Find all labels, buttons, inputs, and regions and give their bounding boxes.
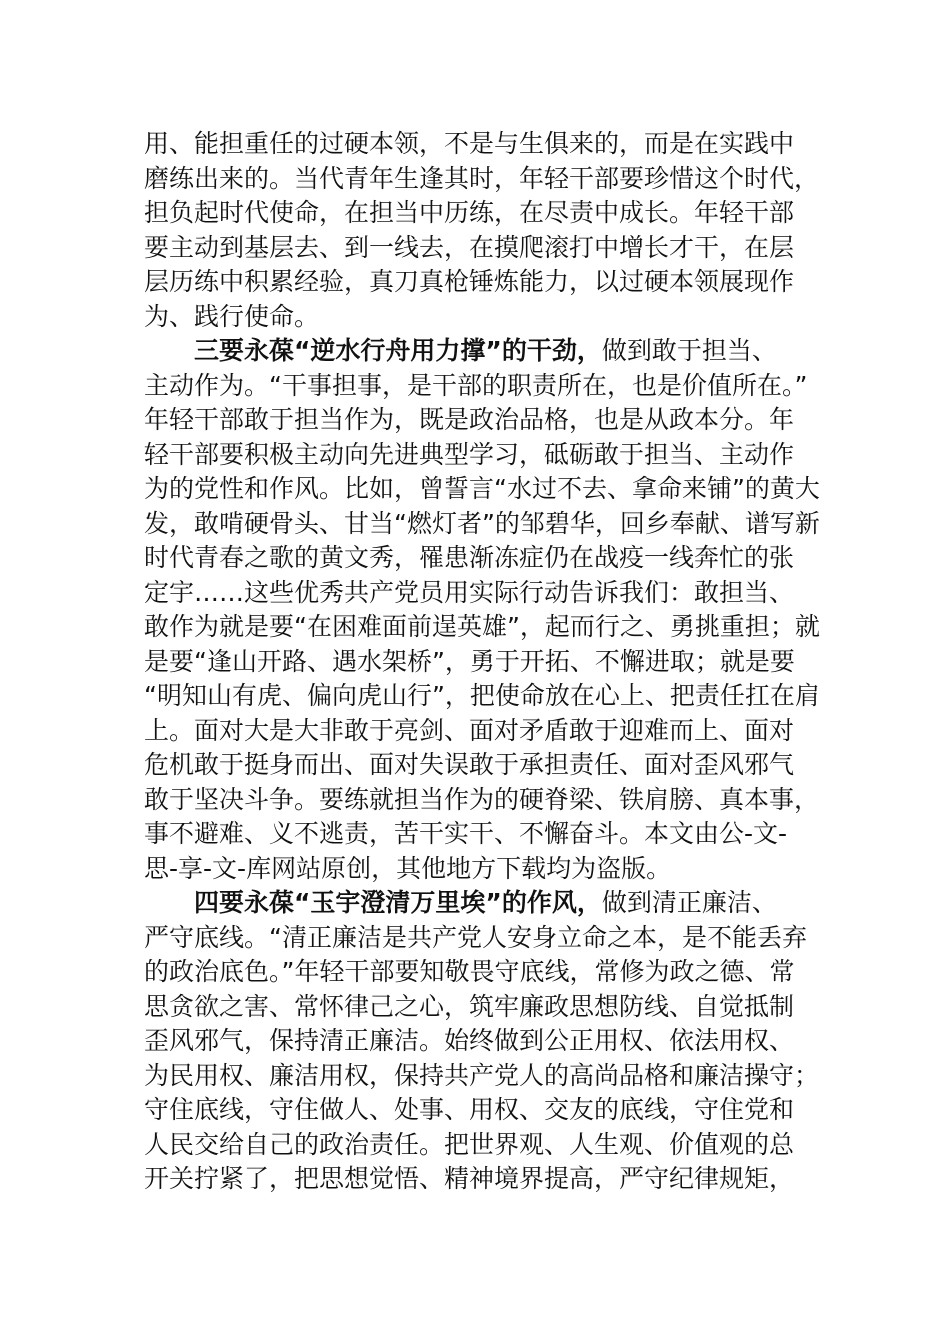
text-line: 用、能担重任的过硬本领，不是与生俱来的，而是在实践中	[144, 129, 795, 158]
text-line: 歪风邪气，保持清正廉洁。始终做到公正用权、依法用权、	[144, 1026, 795, 1055]
text-line: 是要“逢山开路、遇水架桥”，勇于开拓、不懈进取；就是要	[144, 646, 795, 676]
paragraph-first-line	[144, 334, 824, 369]
text-line: 轻干部要积极主动向先进典型学习，砥砺敢于担当、主动作	[144, 439, 795, 469]
text-line: 思贪欲之害、常怀律己之心，筑牢廉政思想防线、自觉抵制	[144, 991, 795, 1021]
paragraph-heading: 三要永葆“逆水行舟用力撑”的干劲，	[194, 336, 602, 365]
text-line: 要主动到基层去、到一线去，在摸爬滚打中增长才干，在层	[144, 232, 795, 262]
text-line: 主动作为。“干事担事，是干部的职责所在，也是价值所在。”	[144, 370, 808, 400]
paragraph-first-line	[144, 886, 824, 921]
text-line: 事不避难、义不逃责，苦干实干、不懈奋斗。本文由公-文-	[144, 819, 788, 848]
text-line: 磨练出来的。当代青年生逢其时，年轻干部要珍惜这个时代，	[144, 163, 820, 193]
text-line: 发，敢啃硬骨头、甘当“燃灯者”的邹碧华，回乡奉献、谱写新	[144, 508, 820, 538]
document-body	[144, 127, 824, 1197]
text-line: “明知山有虎、偏向虎山行”，把使命放在心上、把责任扛在肩	[144, 681, 820, 710]
text-line: 敢于坚决斗争。要练就担当作为的硬脊梁、铁肩膀、真本事，	[144, 784, 820, 814]
text-line: 上。面对大是大非敢于亮剑、面对矛盾敢于迎难而上、面对	[144, 715, 795, 745]
paragraph-2	[144, 334, 824, 886]
text-line: 人民交给自己的政治责任。把世界观、人生观、价值观的总	[144, 1129, 795, 1159]
paragraph-3	[144, 886, 824, 1197]
text-line: 时代青春之歌的黄文秀，罹患渐冻症仍在战疫一线奔忙的张	[144, 543, 795, 572]
text-line: 为民用权、廉洁用权，保持共产党人的高尚品格和廉洁操守；	[144, 1060, 820, 1090]
paragraph-heading: 四要永葆“玉宇澄清万里埃”的作风，	[194, 888, 602, 917]
text-line: 担负起时代使命，在担当中历练，在尽责中成长。年轻干部	[144, 198, 795, 227]
paragraph-heading-rest: 做到敢于担当、	[601, 336, 777, 365]
text-line: 开关拧紧了，把思想觉悟、精神境界提高，严守纪律规矩，	[144, 1164, 795, 1193]
text-line: 定宇……这些优秀共产党员用实际行动告诉我们：敢担当、	[144, 577, 795, 607]
text-line: 层历练中积累经验，真刀真枪锤炼能力，以过硬本领展现作	[144, 267, 795, 296]
text-line: 敢作为就是要“在困难面前逞英雄”，起而行之、勇挑重担；就	[144, 612, 820, 641]
text-line: 守住底线，守住做人、处事、用权、交友的底线，守住党和	[144, 1095, 795, 1124]
paragraph-heading-rest: 做到清正廉洁、	[601, 888, 777, 917]
text-line: 的政治底色。”年轻干部要知敬畏守底线，常修为政之德、常	[144, 957, 795, 986]
text-line: 严守底线。“清正廉洁是共产党人安身立命之本，是不能丢弃	[144, 922, 807, 952]
text-line: 为的党性和作风。比如，曾誓言“水过不去、拿命来铺”的黄大	[144, 474, 820, 503]
text-line: 为、践行使命。	[144, 301, 320, 331]
paragraph-1	[144, 127, 824, 334]
text-line: 年轻干部敢于担当作为，既是政治品格，也是从政本分。年	[144, 405, 795, 434]
text-line: 危机敢于挺身而出、面对失误敢于承担责任、面对歪风邪气	[144, 750, 795, 779]
text-line: 思-享-文-库网站原创，其他地方下载均为盗版。	[144, 853, 672, 883]
